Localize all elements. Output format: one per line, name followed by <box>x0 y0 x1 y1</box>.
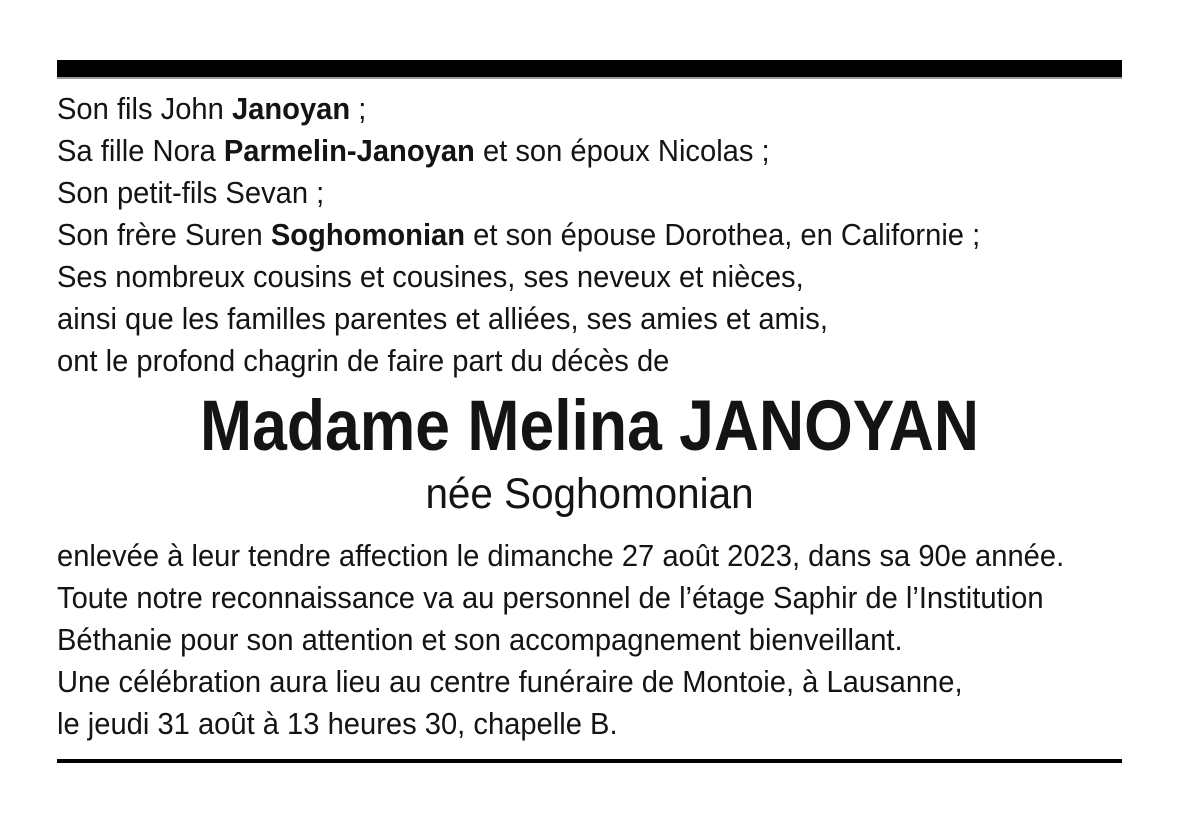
family-line <box>57 214 1058 256</box>
death-notice <box>57 60 1122 763</box>
family-line <box>57 172 1058 214</box>
family-line <box>57 298 1058 340</box>
text-segment: Soghomonian <box>270 217 466 252</box>
text-segment: Son fils John <box>57 91 232 126</box>
text-segment: ; <box>350 91 367 126</box>
family-line <box>57 340 1058 382</box>
text-segment: Janoyan <box>231 91 351 126</box>
text-segment: Son petit-fils Sevan ; <box>57 175 325 210</box>
top-rule <box>57 60 1122 79</box>
family-lines <box>57 88 1122 382</box>
details-line: Béthanie pour son attention et son accompagnement bienveillant. <box>57 622 903 657</box>
family-line <box>57 88 1058 130</box>
text-segment: Son frère Suren <box>57 217 271 252</box>
details-line: Une célébration aura lieu au centre funéraire de Montoie, à Lausanne, <box>57 664 963 699</box>
family-line <box>57 256 1058 298</box>
text-segment: ainsi que les familles parentes et alliées, ses amies et amis, <box>57 301 828 336</box>
maiden-name: née Soghomonian <box>425 470 754 518</box>
details-line: Toute notre reconnaissance va au personnel de l’étage Saphir de l’Institution <box>57 580 1044 615</box>
details-line: le jeudi 31 août à 13 heures 30, chapelle B. <box>57 706 618 741</box>
text-segment: Parmelin-Janoyan <box>223 133 475 168</box>
bottom-rule <box>57 759 1122 763</box>
text-segment: ont le profond chagrin de faire part du décès de <box>57 343 670 378</box>
details-lines <box>57 535 1122 745</box>
text-segment: Sa fille Nora <box>57 133 224 168</box>
text-segment: et son épouse Dorothea, en Californie ; <box>465 217 981 252</box>
deceased-name: Madame Melina JANOYAN <box>200 387 979 466</box>
text-segment: Ses nombreux cousins et cousines, ses neveux et nièces, <box>57 259 804 294</box>
details-line: enlevée à leur tendre affection le dimanche 27 août 2023, dans sa 90e année. <box>57 538 1065 573</box>
family-line <box>57 130 1058 172</box>
text-segment: et son époux Nicolas ; <box>474 133 770 168</box>
